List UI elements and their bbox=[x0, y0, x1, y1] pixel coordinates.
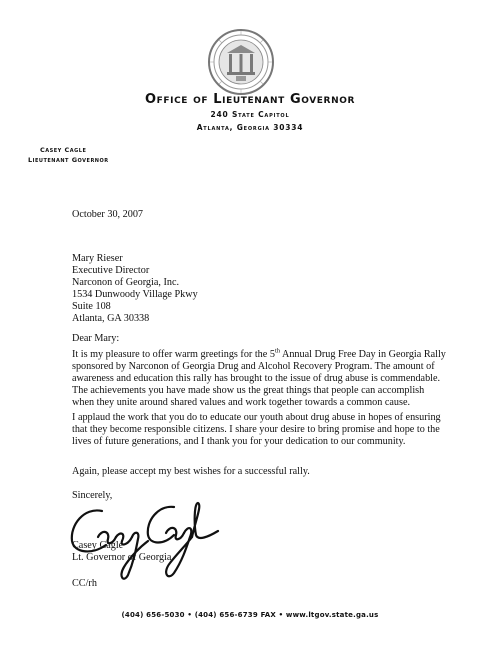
paragraph-line: lives of future generations, and I thank you for your dedication to our community. bbox=[72, 436, 406, 447]
salutation: Dear Mary: bbox=[72, 333, 120, 344]
sender-title: Lieutenant Governor bbox=[28, 156, 109, 164]
paragraph-line: sponsored by Narconon of Georgia Drug and Alcohol Recovery Program. The amount of bbox=[72, 361, 435, 372]
paragraph-line bbox=[72, 349, 452, 361]
state-seal-image bbox=[207, 28, 275, 96]
paragraph-line: when they unite around shared values and work together towards a common cause. bbox=[72, 397, 411, 408]
recipient-line: Atlanta, GA 30338 bbox=[72, 313, 150, 324]
office-title: Office of Lieutenant Governor bbox=[144, 92, 355, 107]
paragraph-line: I applaud the work that you do to educate our youth about drug abuse in hopes of ensuring bbox=[72, 412, 441, 423]
office-address-line1: 240 State Capitol bbox=[210, 110, 290, 119]
recipient-line: Mary Rieser bbox=[72, 253, 123, 264]
closing: Sincerely, bbox=[72, 490, 113, 501]
signer-name: Casey Cagle bbox=[72, 540, 124, 551]
sender-name: Casey Cagle bbox=[40, 146, 87, 154]
recipient-line: 1534 Dunwoody Village Pkwy bbox=[72, 289, 198, 300]
paragraph-line: awareness and education this rally has brought to the issue of drug abuse is commendable. bbox=[72, 373, 441, 384]
recipient-line: Executive Director bbox=[72, 265, 150, 276]
letter-date: October 30, 2007 bbox=[72, 209, 144, 220]
handwritten-signature bbox=[62, 497, 222, 585]
paragraph-text: Annual Drug Free Day in Georgia Rally bbox=[280, 349, 446, 360]
recipient-line: Narconon of Georgia, Inc. bbox=[72, 277, 180, 288]
office-address-line2: Atlanta, Georgia 30334 bbox=[196, 123, 304, 132]
ordinal-suffix: th bbox=[274, 347, 280, 355]
paragraph-1 bbox=[72, 349, 452, 409]
recipient-block bbox=[72, 253, 452, 325]
signer-title: Lt. Governor of Georgia bbox=[72, 552, 172, 563]
cc-line: CC/rh bbox=[72, 578, 97, 589]
paragraph-line: The achievements you have made show us the great things that people can accomplish bbox=[72, 385, 425, 396]
recipient-line: Suite 108 bbox=[72, 301, 111, 312]
paragraph-text: It is my pleasure to offer warm greetings for the 5 bbox=[72, 349, 275, 360]
footer-contact: (404) 656-5030 • (404) 656-6739 FAX • www.ltgov.state.ga.us bbox=[121, 611, 379, 619]
paragraph-3: Again, please accept my best wishes for a successful rally. bbox=[72, 466, 310, 477]
paragraph-2 bbox=[72, 412, 452, 448]
paragraph-line: that they become responsible citizens. I share your desire to bring promise and hope to the bbox=[72, 424, 440, 435]
